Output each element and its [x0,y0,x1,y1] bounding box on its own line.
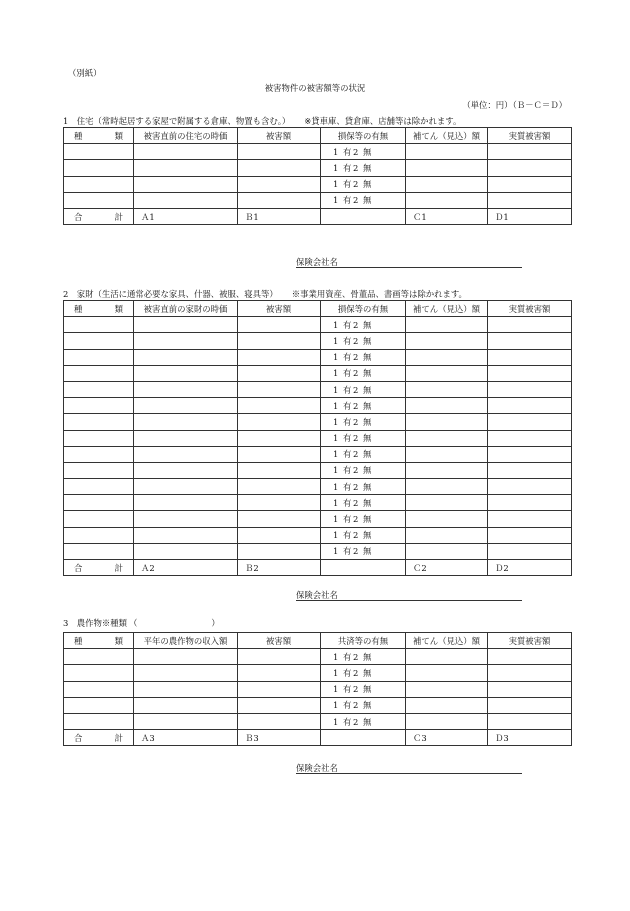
value-cell[interactable] [134,713,238,729]
compensation-cell[interactable] [406,527,488,543]
value-cell[interactable] [134,511,238,527]
header-compensation: 補てん（見込）額 [406,301,488,317]
table-row [64,665,572,681]
kind-cell[interactable] [64,511,134,527]
section-1-heading [63,117,461,125]
table-row [64,713,572,729]
actual-damage-cell[interactable] [488,479,572,495]
coverage-yes-no[interactable]: 1 有 2 無 [321,495,406,511]
compensation-cell[interactable] [406,713,488,729]
kind-cell[interactable] [64,144,134,160]
header-coverage: 損保等の有無 [321,128,406,144]
table-row [64,681,572,697]
table-row [64,160,572,176]
table-row [64,495,572,511]
value-cell[interactable] [134,160,238,176]
total-a: Ａ2 [134,560,238,576]
coverage-yes-no[interactable]: 1 有 2 無 [321,192,406,208]
header-actual-damage: 実質被害額 [488,128,572,144]
damage-cell[interactable] [238,697,321,713]
coverage-yes-no[interactable]: 1 有 2 無 [321,543,406,559]
total-d: Ｄ1 [488,208,572,224]
kind-cell[interactable] [64,713,134,729]
compensation-cell[interactable] [406,192,488,208]
kind-cell[interactable] [64,462,134,478]
header-actual-damage: 実質被害額 [488,301,572,317]
total-c: Ｃ2 [406,560,488,576]
compensation-cell[interactable] [406,446,488,462]
table-row [64,333,572,349]
table-row [64,381,572,397]
total-c: Ｃ3 [406,730,488,746]
actual-damage-cell[interactable] [488,381,572,397]
coverage-yes-no[interactable]: 1 有 2 無 [321,317,406,333]
crops-table [63,632,572,746]
header-value: 被害直前の住宅の時価 [134,128,238,144]
attachment-label: （別紙） [68,68,102,78]
kind-cell[interactable] [64,495,134,511]
damage-cell[interactable] [238,713,321,729]
compensation-cell[interactable] [406,317,488,333]
table-row [64,144,572,160]
total-coverage-empty [321,730,406,746]
table-row [64,462,572,478]
kind-cell[interactable] [64,697,134,713]
table-row [64,527,572,543]
actual-damage-cell[interactable] [488,192,572,208]
damage-cell[interactable] [238,144,321,160]
coverage-yes-no[interactable]: 1 有 2 無 [321,333,406,349]
table-row [64,649,572,665]
kind-cell[interactable] [64,381,134,397]
coverage-yes-no[interactable]: 1 有 2 無 [321,527,406,543]
kind-cell[interactable] [64,479,134,495]
damage-cell[interactable] [238,511,321,527]
insurance-company-field-2[interactable] [296,591,522,601]
value-cell[interactable] [134,681,238,697]
total-b: Ｂ2 [238,560,321,576]
value-cell[interactable] [134,381,238,397]
value-cell[interactable] [134,317,238,333]
compensation-cell[interactable] [406,479,488,495]
header-compensation: 補てん（見込）額 [406,633,488,649]
section-3-heading [63,619,220,627]
actual-damage-cell[interactable] [488,144,572,160]
header-compensation: 補てん（見込）額 [406,128,488,144]
actual-damage-cell[interactable] [488,462,572,478]
table-row [64,414,572,430]
header-damage: 被 害 額 [238,633,321,649]
kind-cell[interactable] [64,414,134,430]
coverage-yes-no[interactable]: 1 有 2 無 [321,160,406,176]
coverage-yes-no[interactable]: 1 有 2 無 [321,144,406,160]
actual-damage-cell[interactable] [488,713,572,729]
kind-cell[interactable] [64,527,134,543]
damage-cell[interactable] [238,446,321,462]
actual-damage-cell[interactable] [488,543,572,559]
compensation-cell[interactable] [406,160,488,176]
damage-cell[interactable] [238,398,321,414]
compensation-cell[interactable] [406,333,488,349]
kind-cell[interactable] [64,665,134,681]
header-damage: 被 害 額 [238,128,321,144]
compensation-cell[interactable] [406,495,488,511]
compensation-cell[interactable] [406,681,488,697]
coverage-yes-no[interactable]: 1 有 2 無 [321,649,406,665]
header-kind: 種 類 [64,128,134,144]
header-coverage: 共済等の有無 [321,633,406,649]
value-cell[interactable] [134,697,238,713]
compensation-cell[interactable] [406,144,488,160]
table-row [64,176,572,192]
actual-damage-cell[interactable] [488,317,572,333]
kind-cell[interactable] [64,649,134,665]
compensation-cell[interactable] [406,511,488,527]
kind-cell[interactable] [64,398,134,414]
total-coverage-empty [321,560,406,576]
table-row [64,511,572,527]
damage-cell[interactable] [238,430,321,446]
actual-damage-cell[interactable] [488,665,572,681]
coverage-yes-no[interactable]: 1 有 2 無 [321,511,406,527]
kind-cell[interactable] [64,317,134,333]
kind-cell[interactable] [64,430,134,446]
coverage-yes-no[interactable]: 1 有 2 無 [321,479,406,495]
coverage-yes-no[interactable]: 1 有 2 無 [321,446,406,462]
table-row [64,430,572,446]
coverage-yes-no[interactable]: 1 有 2 無 [321,365,406,381]
compensation-cell[interactable] [406,543,488,559]
insurance-company-field-3[interactable] [296,764,522,774]
total-a: Ａ1 [134,208,238,224]
compensation-cell[interactable] [406,398,488,414]
compensation-cell[interactable] [406,697,488,713]
total-a: Ａ3 [134,730,238,746]
table-row [64,543,572,559]
section-2-note: ※事業用資産、骨董品、書画等は除かれます。 [291,289,467,299]
compensation-cell[interactable] [406,349,488,365]
compensation-cell[interactable] [406,365,488,381]
total-b: Ｂ3 [238,730,321,746]
header-value: 被害直前の家財の時価 [134,301,238,317]
actual-damage-cell[interactable] [488,681,572,697]
coverage-yes-no[interactable]: 1 有 2 無 [321,176,406,192]
total-row [64,560,572,576]
damage-cell[interactable] [238,527,321,543]
value-cell[interactable] [134,462,238,478]
actual-damage-cell[interactable] [488,365,572,381]
actual-damage-cell[interactable] [488,511,572,527]
value-cell[interactable] [134,349,238,365]
value-cell[interactable] [134,365,238,381]
insurance-company-label: 保険会社名 [296,257,338,267]
compensation-cell[interactable] [406,414,488,430]
section-2-heading [63,290,467,298]
household-goods-table [63,300,572,576]
kind-cell[interactable] [64,543,134,559]
table-row [64,479,572,495]
actual-damage-cell[interactable] [488,446,572,462]
damage-cell[interactable] [238,479,321,495]
damage-cell[interactable] [238,333,321,349]
damage-cell[interactable] [238,414,321,430]
value-cell[interactable] [134,446,238,462]
damage-cell[interactable] [238,543,321,559]
kind-cell[interactable] [64,160,134,176]
table-header-row [64,633,572,649]
value-cell[interactable] [134,649,238,665]
insurance-company-label: 保険会社名 [296,763,338,773]
table-row [64,317,572,333]
damage-cell[interactable] [238,462,321,478]
section-3-title: 3 農作物※種類 [63,618,127,628]
coverage-yes-no[interactable]: 1 有 2 無 [321,381,406,397]
total-label: 合 計 [64,208,134,224]
kind-cell[interactable] [64,365,134,381]
table-row [64,365,572,381]
header-coverage: 損保等の有無 [321,301,406,317]
coverage-yes-no[interactable]: 1 有 2 無 [321,430,406,446]
unit-note: （単位：円）（Ｂ－Ｃ＝Ｄ） [462,100,567,110]
kind-cell[interactable] [64,192,134,208]
insurance-company-field-1[interactable] [296,258,522,268]
actual-damage-cell[interactable] [488,495,572,511]
coverage-yes-no[interactable]: 1 有 2 無 [321,697,406,713]
value-cell[interactable] [134,527,238,543]
actual-damage-cell[interactable] [488,697,572,713]
coverage-yes-no[interactable]: 1 有 2 無 [321,349,406,365]
damage-cell[interactable] [238,192,321,208]
compensation-cell[interactable] [406,176,488,192]
value-cell[interactable] [134,176,238,192]
value-cell[interactable] [134,144,238,160]
crop-type-paren-close: ） [211,618,220,628]
total-d: Ｄ3 [488,730,572,746]
damage-cell[interactable] [238,349,321,365]
coverage-yes-no[interactable]: 1 有 2 無 [321,713,406,729]
total-label: 合 計 [64,560,134,576]
table-row [64,446,572,462]
table-row [64,697,572,713]
total-label: 合 計 [64,730,134,746]
kind-cell[interactable] [64,349,134,365]
compensation-cell[interactable] [406,462,488,478]
compensation-cell[interactable] [406,430,488,446]
damage-cell[interactable] [238,381,321,397]
total-coverage-empty [321,208,406,224]
coverage-yes-no[interactable]: 1 有 2 無 [321,398,406,414]
coverage-yes-no[interactable]: 1 有 2 無 [321,681,406,697]
compensation-cell[interactable] [406,381,488,397]
header-value: 平年の農作物の収入額 [134,633,238,649]
total-row [64,730,572,746]
section-1-title: 1 住宅（常時起居する家屋で附属する倉庫、物置も含む。） [63,116,291,126]
housing-table [63,127,572,225]
damage-cell[interactable] [238,681,321,697]
table-row [64,398,572,414]
value-cell[interactable] [134,430,238,446]
kind-cell[interactable] [64,176,134,192]
total-b: Ｂ1 [238,208,321,224]
actual-damage-cell[interactable] [488,414,572,430]
actual-damage-cell[interactable] [488,349,572,365]
crop-type-paren-open: （ [128,618,138,628]
total-c: Ｃ1 [406,208,488,224]
actual-damage-cell[interactable] [488,176,572,192]
value-cell[interactable] [134,414,238,430]
actual-damage-cell[interactable] [488,398,572,414]
kind-cell[interactable] [64,446,134,462]
kind-cell[interactable] [64,681,134,697]
header-kind: 種 類 [64,633,134,649]
value-cell[interactable] [134,333,238,349]
section-1-note: ※貸車庫、貸倉庫、店舗等は除かれます。 [304,116,462,126]
damage-cell[interactable] [238,365,321,381]
damage-cell[interactable] [238,160,321,176]
value-cell[interactable] [134,495,238,511]
coverage-yes-no[interactable]: 1 有 2 無 [321,414,406,430]
kind-cell[interactable] [64,333,134,349]
damage-cell[interactable] [238,176,321,192]
value-cell[interactable] [134,479,238,495]
total-d: Ｄ2 [488,560,572,576]
value-cell[interactable] [134,543,238,559]
value-cell[interactable] [134,665,238,681]
header-actual-damage: 実質被害額 [488,633,572,649]
actual-damage-cell[interactable] [488,160,572,176]
damage-cell[interactable] [238,665,321,681]
header-damage: 被 害 額 [238,301,321,317]
insurance-company-label: 保険会社名 [296,590,338,600]
damage-cell[interactable] [238,649,321,665]
value-cell[interactable] [134,192,238,208]
actual-damage-cell[interactable] [488,527,572,543]
table-header-row [64,301,572,317]
table-row [64,192,572,208]
table-header-row [64,128,572,144]
actual-damage-cell[interactable] [488,430,572,446]
actual-damage-cell[interactable] [488,649,572,665]
actual-damage-cell[interactable] [488,333,572,349]
section-2-title: 2 家財（生活に通常必要な家具、什器、被服、寝具等） [63,289,278,299]
coverage-yes-no[interactable]: 1 有 2 無 [321,665,406,681]
page-title: 被害物件の被害額等の状況 [264,83,366,93]
value-cell[interactable] [134,398,238,414]
table-row [64,349,572,365]
header-kind: 種 類 [64,301,134,317]
compensation-cell[interactable] [406,649,488,665]
total-row [64,208,572,224]
compensation-cell[interactable] [406,665,488,681]
damage-cell[interactable] [238,495,321,511]
coverage-yes-no[interactable]: 1 有 2 無 [321,462,406,478]
damage-cell[interactable] [238,317,321,333]
